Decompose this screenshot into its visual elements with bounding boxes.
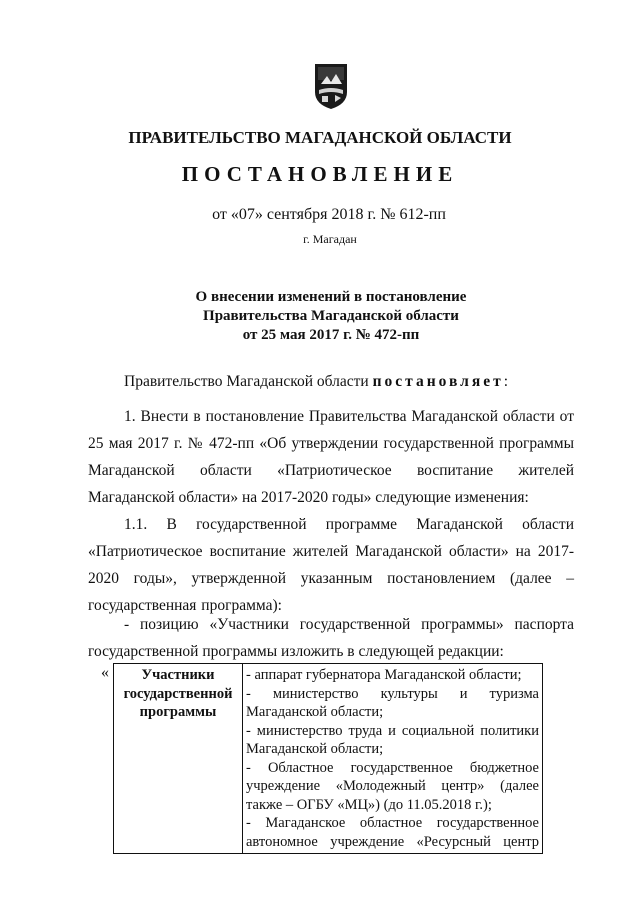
label-line: программы [139, 704, 217, 720]
value-line: Магаданской области; [246, 704, 384, 720]
value-line: - Магаданское областное государственное [246, 815, 539, 831]
label-line: Участники [141, 667, 215, 683]
opening-quote-mark: « [101, 664, 109, 681]
value-line: - аппарат губернатора Магаданской области; [246, 667, 522, 683]
label-line: государственной [123, 685, 233, 702]
subject-line: О внесении изменений в постановление [195, 289, 467, 305]
paragraph-bullet: - позицию «Участники государственной программы» паспорта государственной программы изложить в следующей редакции: [88, 616, 574, 660]
paragraph-item-1-1: 1.1. В государственной программе Магаданской области «Патриотическое воспитание жителей Магаданской области» на 2017-2020 годы», утвержденной указанным постановлением (далее – государственная программа): [88, 516, 574, 614]
value-line: Магаданской области; [246, 741, 384, 757]
intro-resolve-word: постановляет [372, 373, 504, 390]
paragraph-item-1: 1. Внести в постановление Правительства Магаданской области от 25 мая 2017 г. № 472-пп «Об утверждении государственной программы Магаданской области «Патриотическое воспитание жителей Магаданской области» на 2017-2020 годы» следующие изменения: [88, 408, 574, 506]
intro-colon: : [503, 373, 509, 390]
participants-table [113, 663, 543, 854]
intro-paragraph [88, 368, 574, 395]
table-label-cell [114, 664, 243, 854]
table-row [114, 664, 543, 854]
city-line: г. Магадан [303, 232, 357, 246]
value-line: учреждение «Молодежный центр» (далее [246, 778, 539, 794]
value-line: - министерство труда и социальной политики [246, 722, 539, 739]
coat-of-arms-emblem-icon [313, 62, 349, 110]
table-value-cell [243, 664, 543, 854]
intro-text: Правительство Магаданской области [124, 373, 373, 390]
value-line: - Областное государственное бюджетное [246, 759, 539, 776]
value-line: - министерство культуры и туризма [246, 685, 539, 702]
government-title: ПРАВИТЕЛЬСТВО МАГАДАНСКОЙ ОБЛАСТИ [128, 128, 512, 147]
document-subject [0, 288, 640, 345]
subject-line: от 25 мая 2017 г. № 472-пп [242, 327, 420, 343]
subject-line: Правительства Магаданской области [203, 308, 459, 324]
date-and-number: от «07» сентября 2018 г. № 612-пп [212, 206, 446, 223]
value-line: автономное учреждение «Ресурсный центр [246, 833, 539, 850]
value-line: также – ОГБУ «МЦ») (до 11.05.2018 г.); [246, 796, 492, 813]
document-type-title: ПОСТАНОВЛЕНИЕ [181, 162, 459, 186]
